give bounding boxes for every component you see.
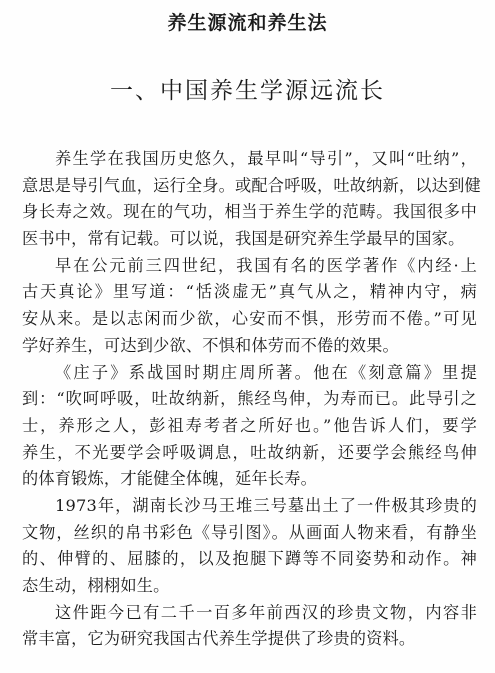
paragraph-line: 医书中，常有记载。可以说，我国是研究养生学最早的国家。 [22, 229, 465, 249]
paragraph-line: 到：“吹呵呼吸，吐故纳新，熊经鸟伸，为寿而已。此导引之 [22, 389, 477, 409]
paragraph-line: 常丰富，它为研究我国古代养生学提供了珍贵的资料。 [22, 629, 416, 649]
paragraph-line: 文物，丝织的帛书彩色《导引图》。从画面人物来看，有静坐 [22, 522, 477, 542]
page-title: 养生源流和养生法 [167, 12, 328, 34]
paragraph-line: 意思是导引气血，运行全身。或配合呼吸，吐故纳新，以达到健 [22, 175, 481, 195]
paragraph-line: 1973年，湖南长沙马王堆三号墓出土了一件极其珍贵的 [55, 495, 477, 515]
paragraph-line: 的、伸臂的、屈膝的，以及抱腿下蹲等不同姿势和动作。神 [22, 549, 477, 569]
paragraph-line: 的体育锻炼，才能健全体魄，延年长寿。 [22, 469, 317, 489]
paragraph-line: 安从来。是以志闲而少欲，心安而不惧，形劳而不倦。”可见 [22, 309, 477, 329]
paragraph-line: 古天真论》里写道：“恬淡虚无”真气从之，精神内守，病 [22, 282, 477, 302]
paragraph-line: 早在公元前三四世纪，我国有名的医学著作《内经·上 [55, 255, 477, 275]
paragraph-line: 学好养生，可达到少欲、不惧和体劳而不倦的效果。 [22, 335, 399, 355]
paragraph-line: 养生学在我国历史悠久，最早叫“导引”，又叫“吐纳”， [55, 149, 477, 168]
paragraph-line: 这件距今已有二千一百多年前西汉的珍贵文物，内容非 [55, 602, 477, 622]
paragraph-line: 士，养形之人，彭祖寿考者之所好也。”他告诉人们，要学 [22, 415, 477, 435]
body-text [22, 146, 481, 653]
paragraph-line: 《庄子》系战国时期庄周所著。他在《刻意篇》里提 [55, 362, 477, 382]
paragraph-line: 身长寿之效。现在的气功，相当于养生学的范畴。我国很多中 [22, 202, 477, 222]
section-heading: 一、中国养生学源远流长 [110, 78, 385, 104]
paragraph-line: 养生，不光要学会呼吸调息，吐故纳新，还要学会熊经鸟伸 [22, 442, 477, 462]
paragraph-line: 态生动，栩栩如生。 [22, 576, 170, 595]
